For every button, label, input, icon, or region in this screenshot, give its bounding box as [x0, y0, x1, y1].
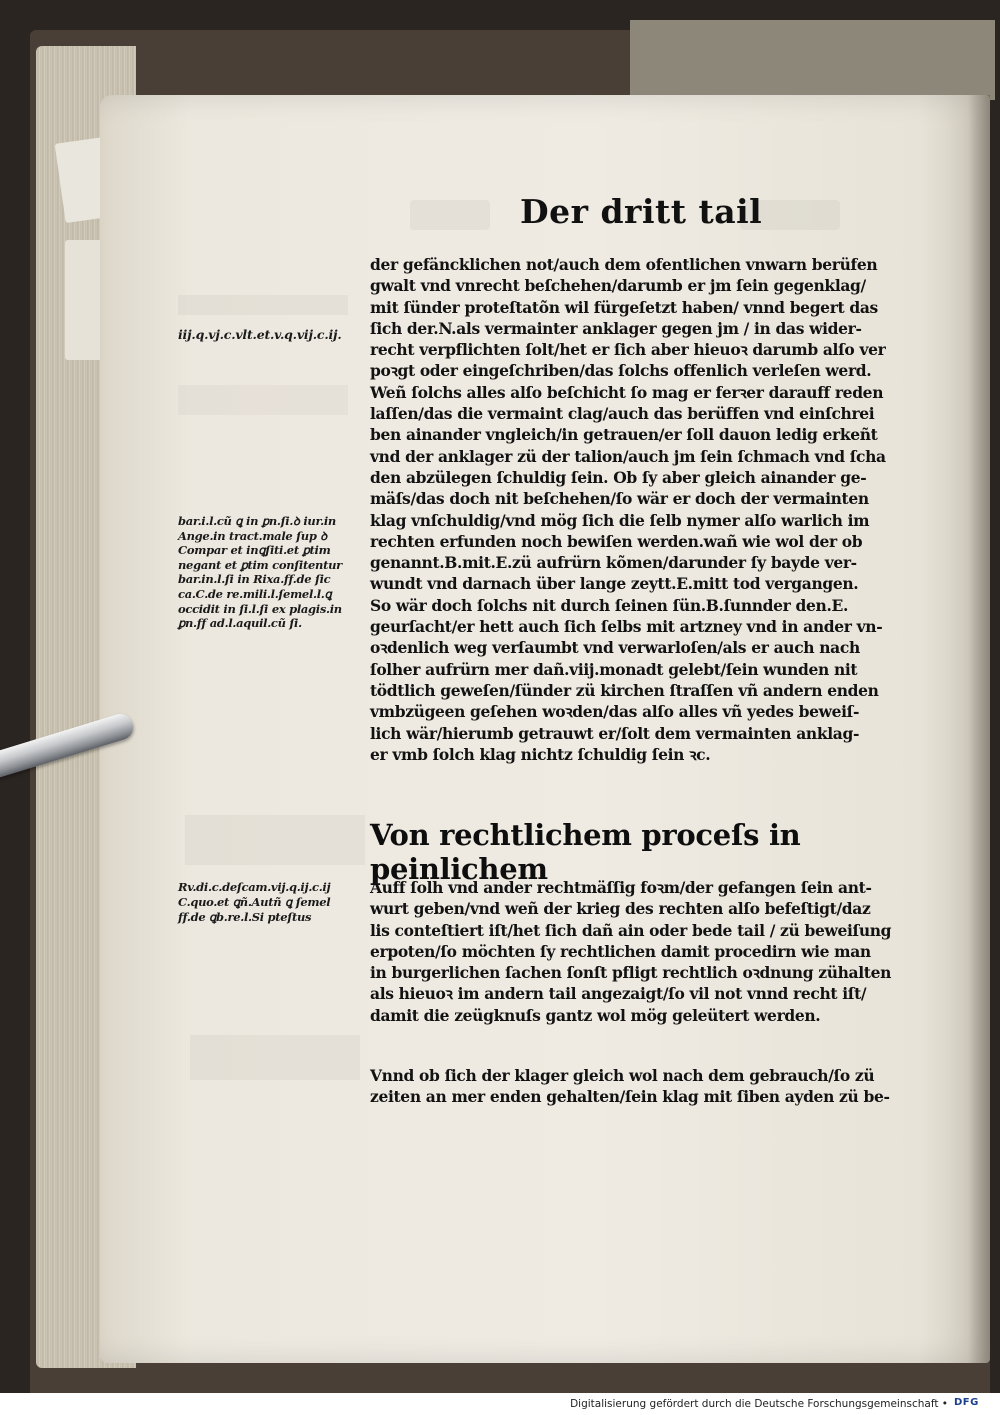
text-line: genannt.B.mit.E.zü aufrürn kõmen/darunder ſy bayde ver-: [370, 553, 857, 573]
margin-note: [178, 880, 373, 925]
text-line: erpoten/ſo möchten ſy rechtlichen damit procedirn wie man: [370, 941, 871, 961]
body-paragraph: [370, 1065, 890, 1108]
text-line: rechten erfunden noch bewiſen werden.wañ wie wol der ob: [370, 531, 863, 551]
margin-note-line: bar.i.l.cũ ꝗ in ꝑn.ſi.ꝺ iur.in: [178, 514, 336, 528]
margin-note: [178, 514, 368, 631]
show-through-ghost: [410, 200, 490, 230]
text-line: der gefäncklichen not/auch dem ofentlichen vnwarn berüfen: [370, 255, 878, 274]
margin-note-line: ff.de ꝗb.re.l.Si pteſtus: [178, 910, 312, 924]
body-paragraph: [370, 877, 890, 1026]
text-line: als hieuoꝛ im andern tail angezaigt/ſo vil not vnnd recht iſt/: [370, 984, 867, 1004]
text-line: ben ainander vngleich/in getrauen/er ſoll dauon ledig erkeñt: [370, 425, 878, 445]
margin-note-line: Rv.di.c.deſcam.vij.q.ij.c.ij: [178, 880, 331, 894]
body-paragraph: [370, 254, 890, 765]
funding-credit: Digitalisierung gefördert durch die Deutsche Forschungsgemeinschaft •: [570, 1398, 948, 1410]
text-line: wundt vnd darnach über lange zeytt.E.mitt tod vergangen.: [370, 574, 859, 594]
text-line: lich wär/hierumb getrauwt er/ſolt dem vermainten anklag-: [370, 723, 860, 743]
facing-page-edge: [630, 20, 995, 100]
text-line: den abzülegen ſchuldig ſein. Ob ſy aber gleich ainander ge-: [370, 467, 867, 487]
show-through-ghost: [190, 1035, 360, 1080]
text-line: So wär doch ſolchs nit durch ſeinen ſün.B.ſunnder den.E.: [370, 595, 848, 615]
text-line: Auff ſolh vnd ander rechtmäſſig foꝛm/der gefangen ſein ant-: [370, 878, 872, 897]
text-line: recht verpflichten ſolt/het er ſich aber hieuoꝛ darumb alſo ver: [370, 340, 886, 360]
text-line: Vnnd ob ſich der klager gleich wol nach dem gebrauch/ſo zü: [370, 1066, 875, 1085]
margin-note-line: occidit in ſi.l.ſi ex plagis.in: [178, 601, 342, 616]
text-line: ſich der.N.als vermainter anklager gegen jm / in das wider-: [370, 318, 862, 338]
margin-note-line: ca.C.de re.mili.l.ſemel.l.ꝗ: [178, 586, 332, 601]
margin-note: [178, 327, 358, 342]
text-line: tödtlich geweſen/ſünder zü kirchen ſtraſſen vñ andern enden: [370, 680, 879, 700]
text-line: oꝛdenlich weg verſaumbt vnd verwarloſen/als er auch nach: [370, 638, 860, 658]
text-line: lis conteſtiert iſt/het ſich dañ ain oder bede tail / zü beweiſung: [370, 920, 892, 940]
text-line: Weñ ſolchs alles alſo beſchicht ſo mag er ferꝛer darauff reden: [370, 382, 884, 402]
text-line: in burgerlichen ſachen ſonſt pfligt rechtlich oꝛdnung zühalten: [370, 963, 892, 983]
section-heading: Von rechtlichem proceſs in peinlichem: [370, 818, 801, 886]
margin-note-line: iij.q.vj.c.vlt.et.v.q.vij.c.ij.: [178, 327, 342, 342]
text-line: ſolher aufrürn mer dañ.viij.monadt gelebt/ſein wunden nit: [370, 659, 858, 679]
show-through-ghost: [178, 295, 348, 315]
text-line: vmbzügeen geſehen woꝛden/das alſo alles vñ yedes beweiſ-: [370, 702, 860, 722]
text-line: er vmb ſolch klag nichtz ſchuldig ſein ꝛc.: [370, 744, 711, 764]
text-line: mäſs/das doch nit beſchehen/ſo wär er doch der vermainten: [370, 489, 869, 509]
text-line: poꝛgt oder eingeſchriben/das ſolchs offenlich verleſen werd.: [370, 361, 872, 381]
margin-note-line: negant et ꝑtim conſitentur: [178, 557, 342, 572]
show-through-ghost: [185, 815, 365, 865]
text-line: klag vnſchuldig/vnd mög ſich die ſelb nymer alſo warlich im: [370, 510, 870, 530]
dfg-logo: DFG: [954, 1397, 979, 1408]
show-through-ghost: [178, 385, 348, 415]
text-line: laſſen/das die vermaint clag/auch das berüffen vnd einſchrei: [370, 404, 875, 424]
text-line: geurſacht/er hett auch ſich ſelbs mit artzney vnd in ander vn-: [370, 617, 883, 637]
text-line: vnd der anklager zü der talion/auch jm ſein ſchmach vnd ſcha: [370, 446, 886, 466]
text-line: mit ſünder proteſtatõn wil fürgeſetzt haben/ vnnd begert das: [370, 297, 878, 317]
running-head: Der dritt tail: [520, 192, 763, 231]
margin-note-line: Ange.in tract.male ſup ꝺ: [178, 528, 327, 543]
margin-note-line: C.quo.et ꝗñ.Autñ ꝗ ſemel: [178, 895, 331, 909]
text-line: gwalt vnd vnrecht beſchehen/darumb er jm ſein gegenklag/: [370, 276, 866, 296]
page-gutter-shadow: [968, 95, 990, 1363]
margin-note-line: Compar et inꝗſiti.et ꝑtim: [178, 543, 331, 558]
margin-note-line: ꝑn.ff ad.l.aquil.cũ ſi.: [178, 616, 302, 631]
text-line: zeiten an mer enden gehalten/ſein klag mit ſiben ayden zü be-: [370, 1087, 890, 1107]
text-line: wurt geben/vnd weñ der krieg des rechten alſo befeſtigt/daz: [370, 899, 871, 919]
text-line: damit die zeügknuſs gantz wol mög geleütert werden.: [370, 1005, 821, 1025]
margin-note-line: bar.in.l.ſi in Rixa.ff.de ſic: [178, 572, 331, 587]
